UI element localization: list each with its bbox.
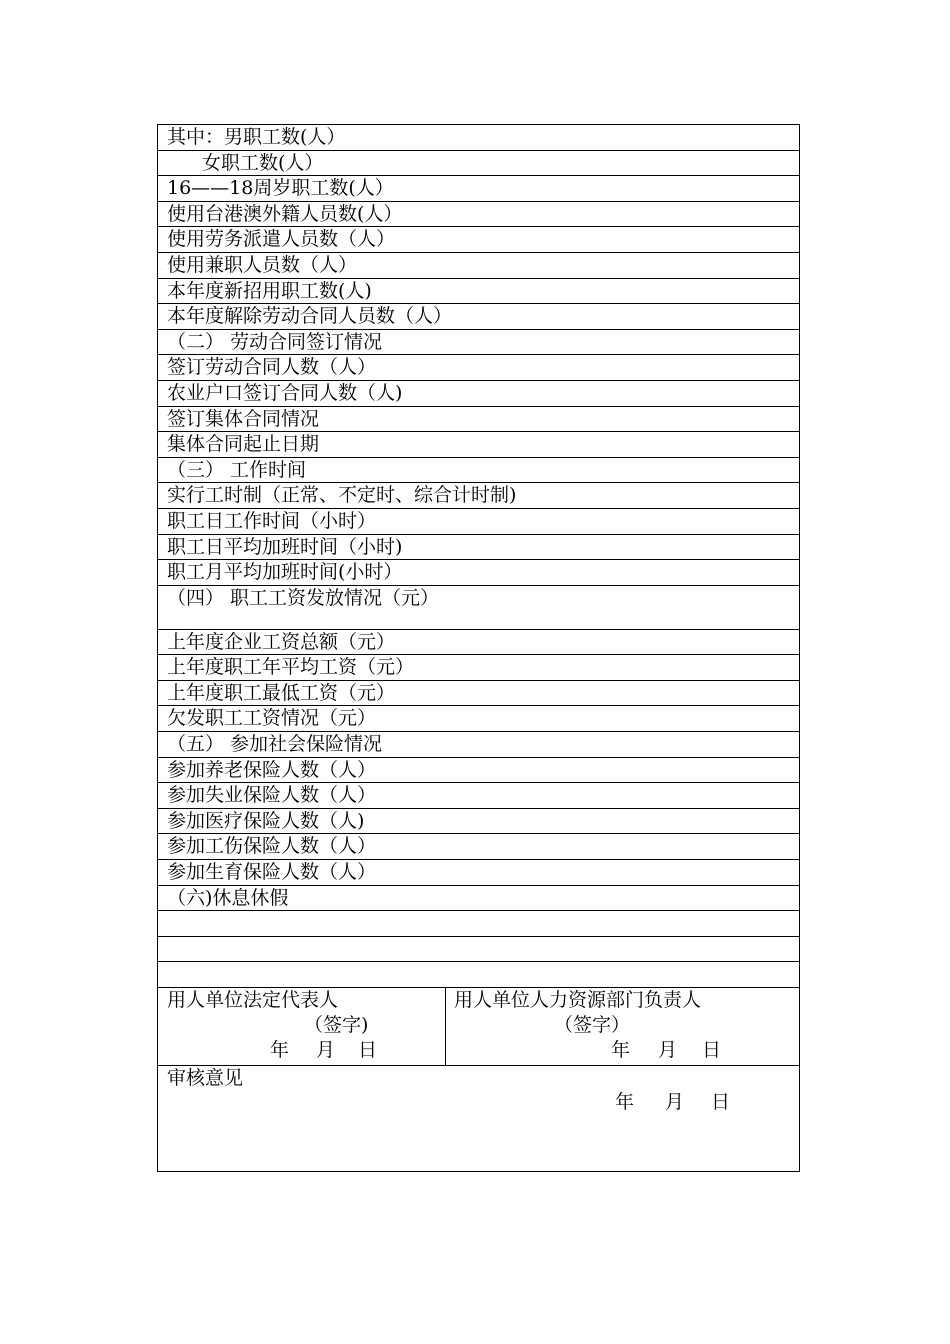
form-row: 签订劳动合同人数（人） — [158, 355, 799, 381]
registration-form-table — [157, 124, 800, 1172]
form-row: 16——18周岁职工数(人） — [158, 176, 799, 202]
form-row: 参加生育保险人数（人） — [158, 860, 799, 886]
form-row: 欠发职工工资情况（元） — [158, 706, 799, 732]
review-opinion-label: 审核意见 — [167, 1067, 244, 1089]
signature-note: （签字） — [554, 1014, 631, 1036]
form-row: 本年度解除劳动合同人员数（人） — [158, 304, 799, 330]
date-month: 月 — [665, 1091, 685, 1113]
form-row: 使用台港澳外籍人员数(人） — [158, 202, 799, 228]
form-row: 参加失业保险人数（人） — [158, 783, 799, 809]
form-row: 签订集体合同情况 — [158, 407, 799, 433]
blank-row — [158, 937, 799, 963]
form-row: 上年度职工最低工资（元） — [158, 681, 799, 707]
form-row: 上年度职工年平均工资（元） — [158, 655, 799, 681]
section-heading-row: （五） 参加社会保险情况 — [158, 732, 799, 758]
blank-row — [158, 911, 799, 937]
signature-note: （签字) — [304, 1014, 369, 1036]
form-row: 集体合同起止日期 — [158, 432, 799, 458]
form-row: 其中：男职工数(人） — [158, 125, 799, 151]
form-row: 参加工伤保险人数（人） — [158, 834, 799, 860]
date-day: 日 — [358, 1039, 378, 1061]
legal-representative-cell — [158, 988, 446, 1065]
date-year: 年 — [611, 1039, 631, 1061]
hr-manager-label: 用人单位人力资源部门负责人 — [454, 989, 702, 1011]
legal-representative-label: 用人单位法定代表人 — [167, 989, 339, 1011]
form-row: 使用兼职人员数（人） — [158, 253, 799, 279]
signature-row — [158, 988, 799, 1066]
date-month: 月 — [658, 1039, 678, 1061]
date-day: 日 — [711, 1091, 731, 1113]
hr-manager-cell — [446, 988, 799, 1065]
blank-row — [158, 962, 799, 988]
form-row: 职工日平均加班时间（小时) — [158, 535, 799, 561]
section-heading-row: （二） 劳动合同签订情况 — [158, 330, 799, 356]
form-row: 使用劳务派遣人员数（人） — [158, 227, 799, 253]
section-heading-row: （四） 职工工资发放情况（元） — [158, 586, 799, 630]
form-row: 参加医疗保险人数（人) — [158, 809, 799, 835]
form-row: 实行工时制（正常、不定时、综合计时制) — [158, 483, 799, 509]
date-year: 年 — [270, 1039, 290, 1061]
form-row: 农业户口签订合同人数（人) — [158, 381, 799, 407]
date-month: 月 — [316, 1039, 336, 1061]
form-row: 上年度企业工资总额（元） — [158, 630, 799, 656]
review-opinion-cell — [158, 1066, 799, 1172]
date-day: 日 — [702, 1039, 722, 1061]
form-row: 参加养老保险人数（人） — [158, 758, 799, 784]
date-year: 年 — [615, 1091, 635, 1113]
form-row: 女职工数(人） — [158, 151, 799, 177]
form-row: 职工月平均加班时间(小时） — [158, 560, 799, 586]
section-heading-row: （三） 工作时间 — [158, 458, 799, 484]
form-row: 本年度新招用职工数(人) — [158, 279, 799, 305]
section-heading-row: （六)休息休假 — [158, 886, 799, 912]
form-row: 职工日工作时间（小时） — [158, 509, 799, 535]
